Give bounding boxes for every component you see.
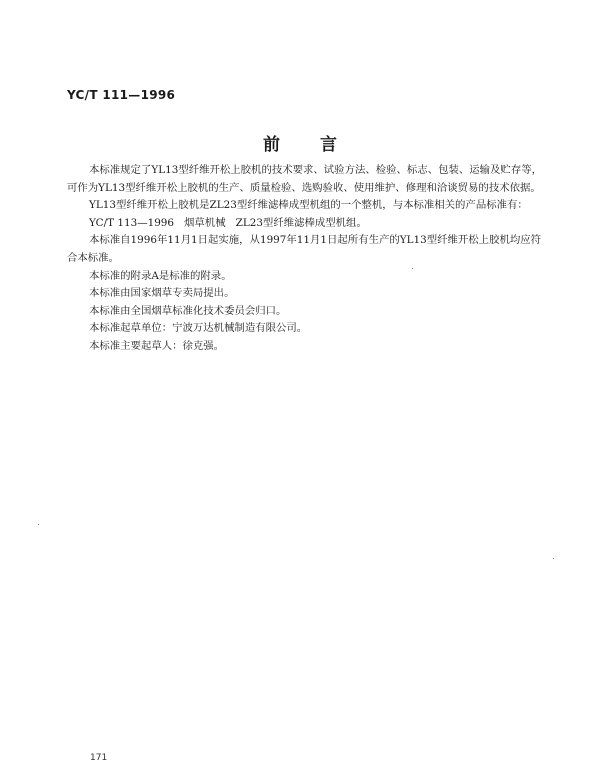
related-standard-code: YC/T 113—1996 (89, 216, 175, 229)
paragraph-related-intro: YL13型纤维开松上胶机是ZL23型纤维滤棒成型机组的一个整机，与本标准相关的产品标准有： (89, 199, 528, 212)
scan-speck (553, 558, 554, 559)
related-standard-category: 烟草机械 (184, 216, 226, 229)
paragraph-committee: 本标准由全国烟草标准化技术委员会归口。 (89, 304, 287, 317)
paragraph-drafter: 本标准主要起草人：徐克强。 (89, 339, 225, 352)
paragraph-scope: 本标准规定了YL13型纤维开松上胶机的技术要求、试验方法、检验、标志、包装、运输及贮存等，可作为YL13型纤维开松上胶机的生产、质量检验、选购验收、使用维护、修理和洽谈贸易的技术依据。 (67, 164, 542, 194)
page-number: 171 (90, 753, 108, 763)
page-title: 前言 (263, 135, 377, 155)
paragraph-drafting-unit: 本标准起草单位：宁波万达机械制造有限公司。 (89, 322, 308, 335)
paragraph-appendix: 本标准的附录A是标准的附录。 (89, 269, 232, 282)
related-standard (67, 215, 543, 233)
document-code: YC/T 111—1996 (67, 88, 176, 102)
related-standard-name: ZL23型纤维滤棒成型机组。 (235, 216, 367, 229)
scan-speck (38, 524, 39, 525)
paragraph-effective-date: 本标准自1996年11月1日起实施，从1997年11月1日起所有生产的YL13型纤维开松上胶机均应符合本标准。 (67, 234, 542, 264)
scan-speck (412, 268, 413, 269)
paragraph-proposer: 本标准由国家烟草专卖局提出。 (89, 287, 235, 300)
foreword-body (67, 162, 543, 356)
